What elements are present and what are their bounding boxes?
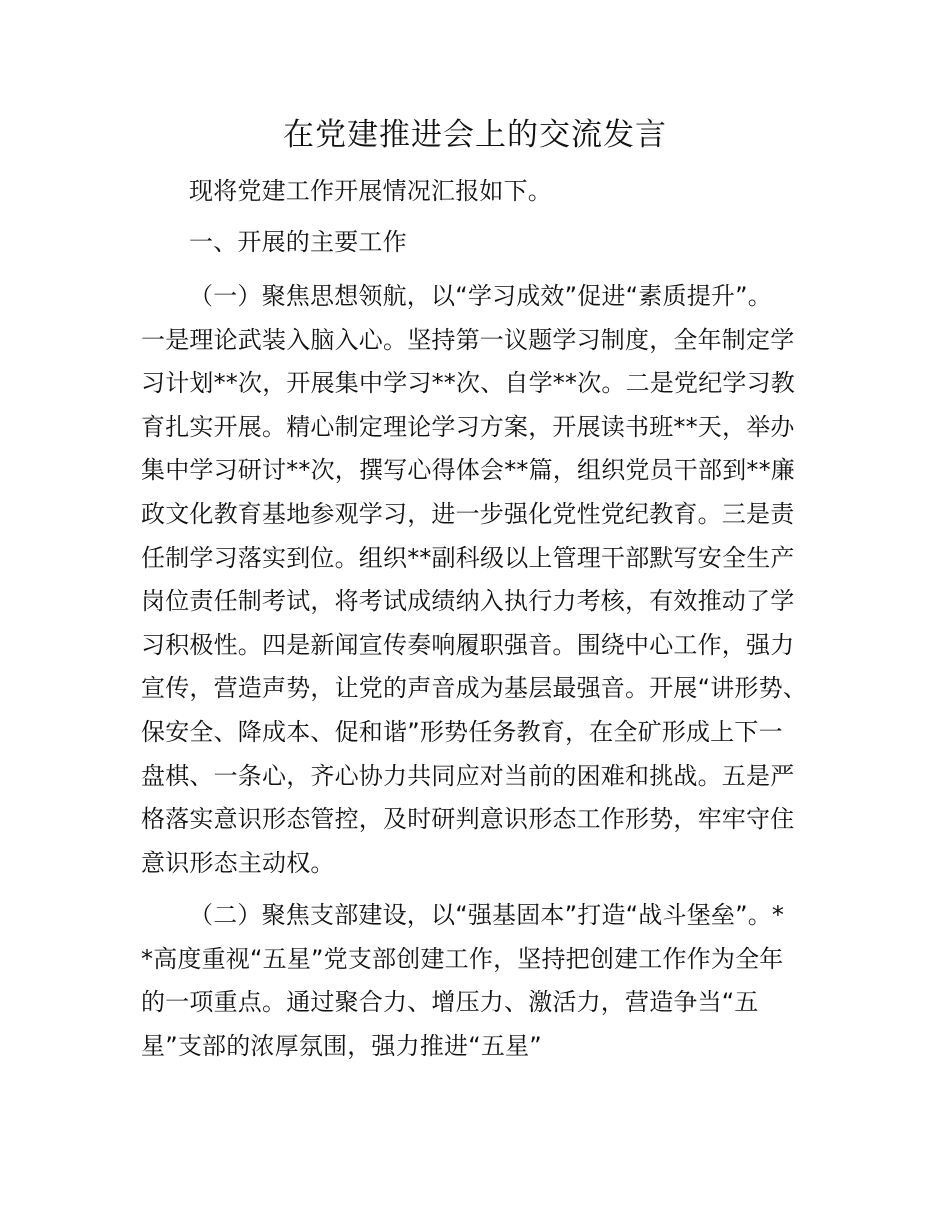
paragraph-line: 星”支部的浓厚氛围，强力推进“五星” (141, 1031, 542, 1060)
paragraph-line: 育扎实开展。精心制定理论学习方案，开展读书班**天，举办 (141, 412, 795, 441)
intro-line: 现将党建工作开展情况汇报如下。 (189, 177, 552, 205)
section-heading (141, 221, 821, 265)
paragraph-line: *高度重视“五星”党支部创建工作，坚持把创建工作作为全年 (141, 944, 784, 973)
paragraph-line: 盘棋、一条心，齐心协力共同应对当前的困难和挑战。五是严 (141, 761, 795, 790)
paragraph-line: （二）聚焦支部建设，以“强基固本”打造“战斗堡垒”。* (189, 901, 785, 929)
paragraph-line: （一）聚焦思想领航，以“学习成效”促进“素质提升”。 (189, 282, 772, 310)
paragraph-2 (141, 894, 821, 1068)
intro-paragraph (141, 170, 821, 214)
paragraph-line: 保安全、降成本、促和谐”形势任务教育，在全矿形成上下一 (141, 717, 783, 746)
paragraph-line: 意识形态主动权。 (141, 848, 335, 877)
paragraph-line: 格落实意识形态管控，及时研判意识形态工作形势，牢牢守住 (141, 805, 795, 834)
paragraph-line: 集中学习研讨**次，撰写心得体会**篇，组织党员干部到**廉 (141, 456, 795, 485)
document-title: 在党建推进会上的交流发言 (283, 117, 667, 153)
paragraph-1 (141, 275, 821, 885)
section-heading-line: 一、开展的主要工作 (189, 228, 407, 256)
paragraph-line: 的一项重点。通过聚合力、增压力、激活力，营造争当“五 (141, 988, 759, 1017)
paragraph-line: 岗位责任制考试，将考试成绩纳入执行力考核，有效推动了学 (141, 587, 795, 616)
paragraph-line: 一是理论武装入脑入心。坚持第一议题学习制度，全年制定学 (141, 325, 795, 354)
paragraph-line: 习积极性。四是新闻宣传奏响履职强音。围绕中心工作，强力 (141, 630, 795, 659)
paragraph-line: 政文化教育基地参观学习，进一步强化党性党纪教育。三是责 (141, 499, 795, 528)
paragraph-line: 宣传，营造声势，让党的声音成为基层最强音。开展“讲形势、 (141, 674, 808, 703)
paragraph-line: 任制学习落实到位。组织**副科级以上管理干部默写安全生产 (141, 543, 795, 572)
paragraph-line: 习计划**次，开展集中学习**次、自学**次。二是党纪学习教 (141, 369, 795, 398)
